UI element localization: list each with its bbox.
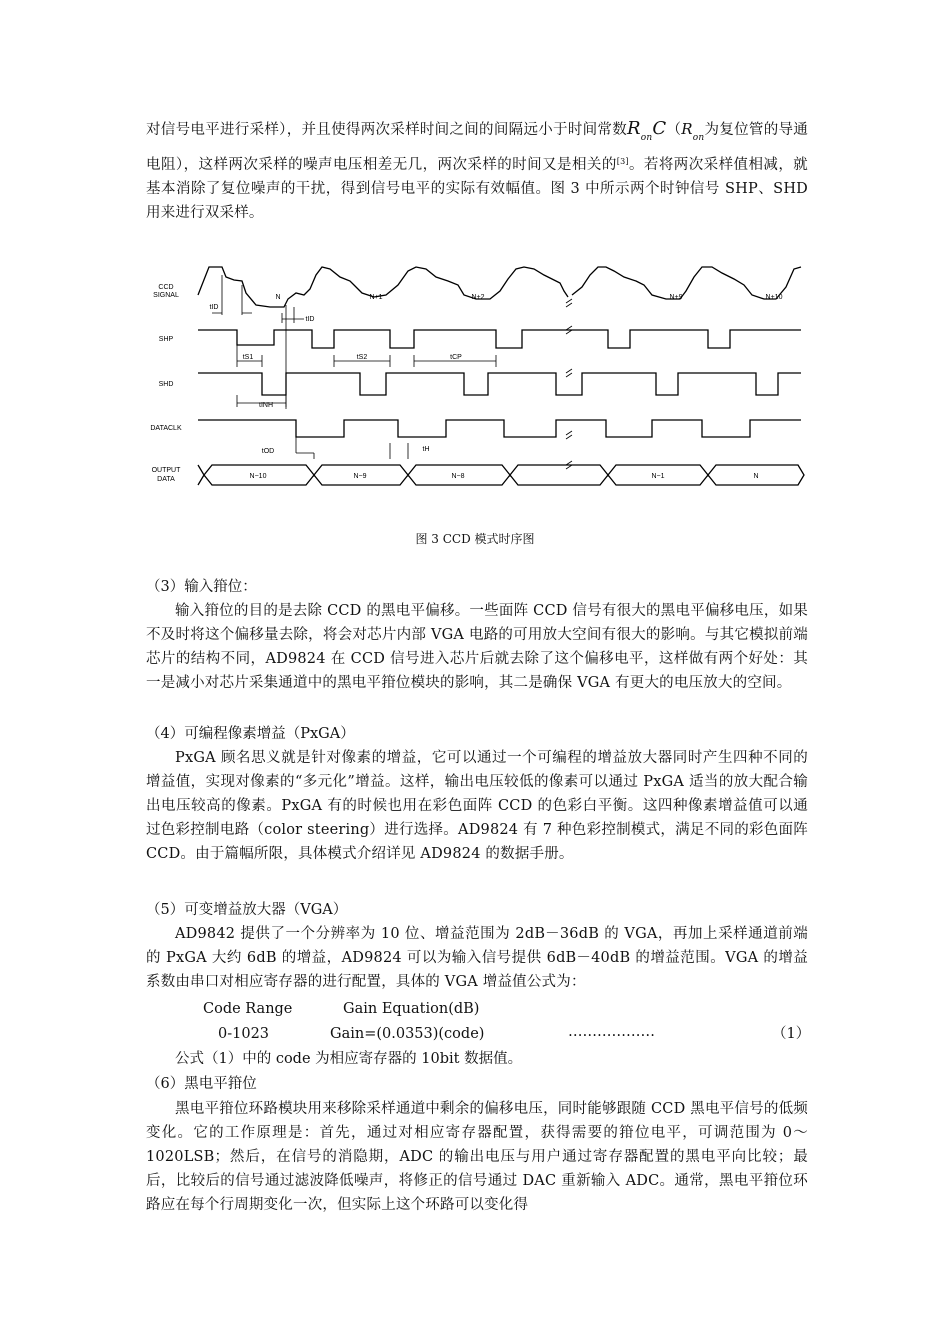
timing-tcp: tCP: [450, 354, 462, 361]
ccd-timing-diagram: [146, 255, 808, 505]
timing-tinh: tINH: [259, 402, 273, 409]
r-symbol: R: [627, 118, 641, 139]
code-range-header: Code Range: [203, 1001, 293, 1017]
on-subscript: on: [640, 133, 653, 143]
intro-paragraph: [146, 117, 808, 225]
shp-label: SHP: [158, 336, 174, 343]
c-symbol: C: [652, 118, 667, 139]
intro-text-1: 对信号电平进行采样），并且使得两次采样时间之间的间隔远小于时间常数: [146, 122, 628, 138]
gain-equation-value: Gain=(0.0353)(code): [330, 1026, 485, 1042]
shp-waveform: [198, 330, 801, 348]
timing-tid-2: tID: [305, 316, 315, 323]
shd-label: SHD: [158, 381, 174, 388]
intro-text-3: 。若将两次采样值相减，就基本消除了复位噪声的干扰，得到信号电平的实际有效幅值。图 3 中所示两个时钟信号 SHP、SHD 用来进行双采样。: [146, 157, 808, 221]
section-6-heading: （6）黑电平箝位: [146, 1076, 257, 1092]
output-data-label-1: OUTPUT: [151, 467, 181, 474]
pixel-n-plus-2: N+2: [471, 294, 485, 301]
gain-equation-header: Gain Equation(dB): [343, 1001, 480, 1017]
ccd-signal-label-1: CCD: [158, 284, 174, 291]
output-n: N: [753, 473, 759, 480]
section-6-body: 黑电平箝位环路模块用来移除采样通道中剩余的偏移电压，同时能够跟随 CCD 黑电平信号的低频变化。它的工作原理是：首先，通过对相应寄存器配置，获得需要的箝位电平，可调范围为 0～1020LSB；然后，在信号的消隐期，ADC 的输出电压与用户通过寄存器配置的黑电平向比较；最后，比较后的信号通过滤波降低噪声，将修正的信号通过 DAC 重新输入 ADC。通常，黑电平箝位环路应在每个行周期变化一次，但实际上这个环路可以变化得: [146, 1101, 808, 1213]
output-n-minus-8: N−8: [451, 473, 465, 480]
section-4-body: PxGA 顾名思义就是针对像素的增益，它可以通过一个可编程的增益放大器同时产生四种不同的增益值，实现对像素的“多元化”增益。这样，输出电压较低的像素可以通过 PxGA 适当的放大配合输出电压较高的像素。PxGA 有的时候也用在彩色面阵 CCD 的色彩白平衡。这四种像素增益值可以通过色彩控制电路（color steering）进行选择。AD9824 有 7 种色彩控制模式，满足不同的彩色面阵 CCD。由于篇幅所限，具体模式介绍详见 AD9824 的数据手册。: [146, 750, 808, 862]
equation-number: （1）: [772, 1026, 811, 1042]
ccd-signal-label-2: SIGNAL: [153, 292, 179, 299]
pixel-n-plus-9: N+9: [669, 294, 683, 301]
pixel-n-plus-10: N+10: [765, 294, 783, 301]
timing-th: tH: [422, 446, 430, 453]
section-4-heading: （4）可编程像素增益（PxGA）: [146, 726, 355, 742]
timing-tid: tID: [209, 304, 219, 311]
output-n-minus-9: N−9: [353, 473, 367, 480]
timing-tod: tOD: [261, 448, 275, 455]
output-n-minus-10: N−10: [249, 473, 267, 480]
pixel-n-plus-1: N+1: [369, 294, 383, 301]
r2-symbol: R: [681, 120, 693, 138]
section-3-heading: （3）输入箝位：: [146, 579, 257, 595]
output-data-label-2: DATA: [157, 476, 175, 483]
pixel-n: N: [275, 294, 281, 301]
section-5-body: AD9842 提供了一个分辨率为 10 位、增益范围为 2dB－36dB 的 VGA，再加上采样通道前端的 PxGA 大约 6dB 的增益，AD9824 可以为输入信号提供 6dB－40dB 的增益范围。VGA 的增益系数由串口对相应寄存器的进行配置，具体的 VGA 增益值公式为：: [146, 926, 808, 990]
equation-note: 公式（1）中的 code 为相应寄存器的 10bit 数据值。: [175, 1051, 523, 1067]
code-range-value: 0-1023: [218, 1026, 270, 1042]
paren-open: （: [666, 122, 682, 138]
section-3-body: 输入箝位的目的是去除 CCD 的黑电平偏移。一些面阵 CCD 信号有很大的黑电平偏移电压，如果不及时将这个偏移量去除，将会对芯片内部 VGA 电路的可用放大空间有很大的影响。与其它模拟前端芯片的结构不同，AD9824 在 CCD 信号进入芯片后就去除了这个偏移电平，这样做有两个好处：其一是减小对芯片采集通道中的黑电平箝位模块的影响，其二是确保 VGA 有更大的电压放大的空间。: [146, 603, 808, 691]
timing-ts2: tS2: [356, 354, 368, 361]
ccd-signal-waveform: [198, 267, 801, 307]
reference-3: [3]: [616, 157, 629, 166]
timing-ts1: tS1: [242, 354, 254, 361]
on-subscript-2: on: [692, 133, 705, 143]
dataclk-label: DATACLK: [150, 425, 182, 432]
output-n-minus-1: N−1: [651, 473, 665, 480]
dataclk-waveform: [198, 420, 801, 437]
section-5-heading: （5）可变增益放大器（VGA）: [146, 902, 348, 918]
break-marks: [566, 299, 572, 469]
equation-dots: ………………: [568, 1024, 655, 1040]
shd-waveform: [198, 373, 801, 395]
figure-caption: 图 3 CCD 模式时序图: [415, 532, 535, 546]
intro-text-2: 为复位管的导通电阻），这样两次采样的噪声电压相差无几，两次采样的时间又是相关的: [146, 122, 808, 173]
output-data-bus: [198, 465, 804, 485]
